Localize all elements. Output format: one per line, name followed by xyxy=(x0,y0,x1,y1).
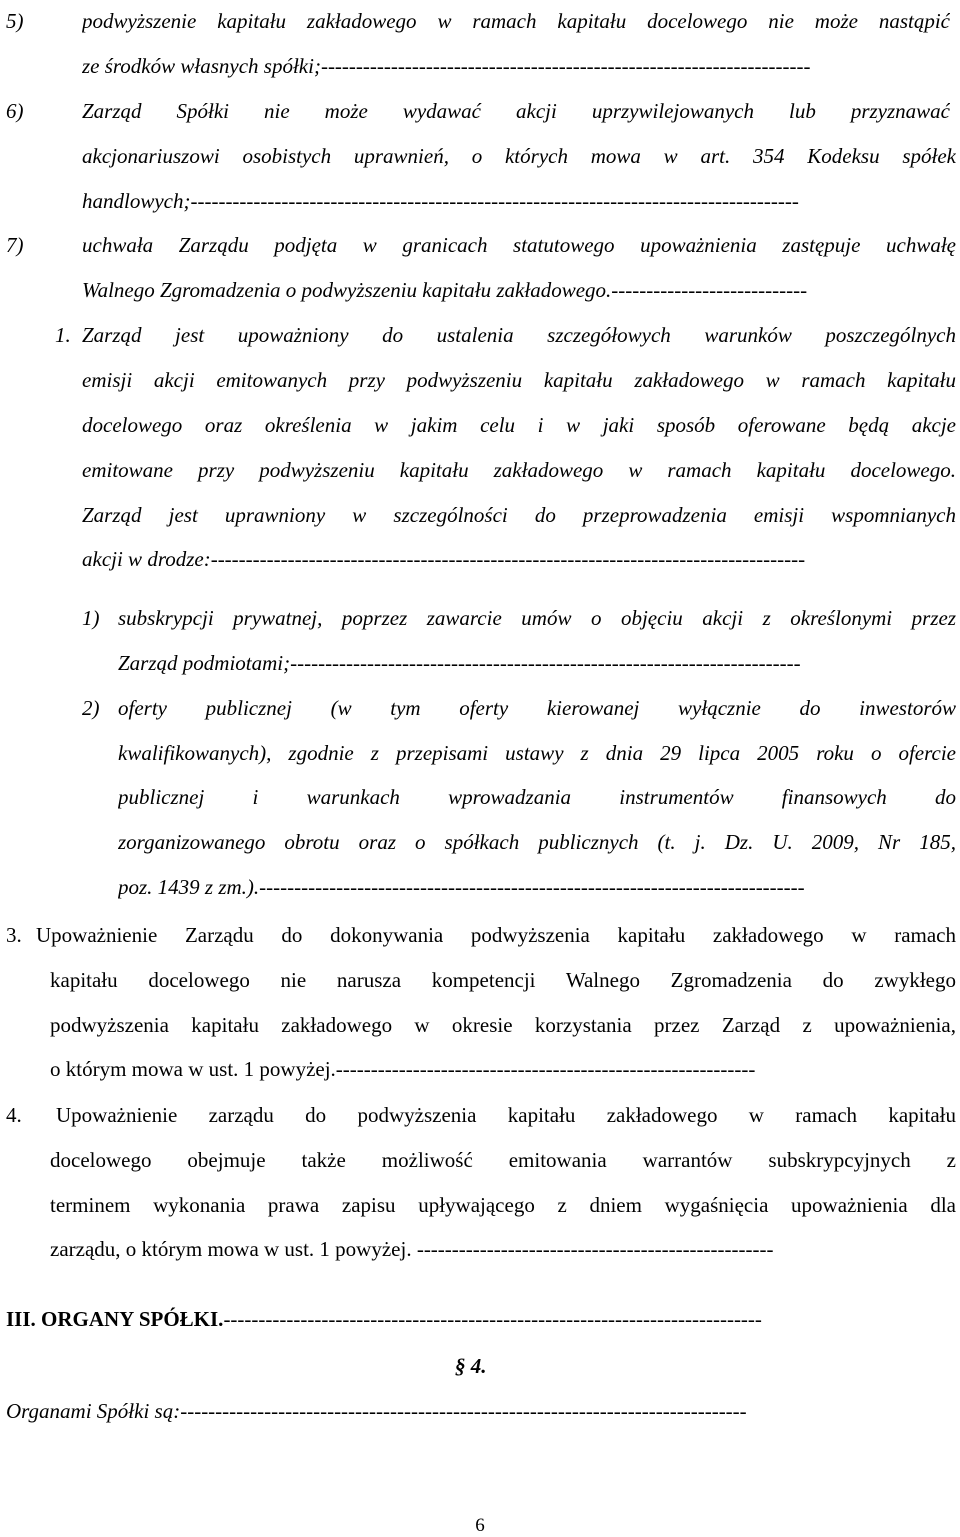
page-number: 6 xyxy=(475,1515,485,1536)
list-marker: 1. xyxy=(55,323,71,347)
list-marker: 7) xyxy=(6,233,24,257)
section-heading-dashes: ----------------------------------------------------------------------------- xyxy=(223,1307,762,1331)
organs-line: Organami Spółki są:--------------------------------------------------------------------------------- xyxy=(6,1399,747,1423)
text-line: uchwała Zarządu podjęta w granicach statutowego upoważnienia zastępuje uchwałę xyxy=(82,233,956,257)
text-line: kapitału docelowego nie narusza kompetencji Walnego Zgromadzenia do zwykłego xyxy=(50,968,956,992)
text-line: Zarząd jest upoważniony do ustalenia szczegółowych warunków poszczególnych xyxy=(82,323,956,347)
text-line: terminem wykonania prawa zapisu upływającego z dniem wygaśnięcia upoważnienia dla xyxy=(50,1193,956,1217)
text-line: Zarząd jest uprawniony w szczególności do przeprowadzenia emisji wspomnianych xyxy=(82,503,956,527)
text-line: Upoważnienie Zarządu do dokonywania podwyższenia kapitału zakładowego w ramach xyxy=(36,923,956,947)
text-line: zarządu, o którym mowa w ust. 1 powyżej. --------------------------------------------------- xyxy=(50,1237,774,1261)
text-line: handlowych;--------------------------------------------------------------------------------------- xyxy=(82,189,799,213)
text-line: docelowego oraz określenia w jakim celu i w jaki sposób oferowane będą akcje xyxy=(82,413,956,437)
text-line: oferty publicznej (w tym oferty kierowanej wyłącznie do inwestorów xyxy=(118,696,956,720)
list-marker: 4. xyxy=(6,1103,22,1127)
text-line: kwalifikowanych), zgodnie z przepisami ustawy z dnia 29 lipca 2005 roku o ofercie xyxy=(118,741,956,765)
text-line: emisji akcji emitowanych przy podwyższeniu kapitału zakładowego w ramach kapitału xyxy=(82,368,956,392)
text-line: akcjonariuszowi osobistych uprawnień, o których mowa w art. 354 Kodeksu spółek xyxy=(82,144,956,168)
text-line: Zarząd podmiotami;------------------------------------------------------------------------- xyxy=(118,651,801,675)
section-heading-text: III. ORGANY SPÓŁKI. xyxy=(6,1307,224,1331)
paragraph-mark: § 4. xyxy=(455,1354,487,1378)
text-line: subskrypcji prywatnej, poprzez zawarcie umów o objęciu akcji z określonymi przez xyxy=(118,606,956,630)
text-line: zorganizowanego obrotu oraz o spółkach publicznych (t. j. Dz. U. 2009, Nr 185, xyxy=(118,830,956,854)
text-line: Upoważnienie zarządu do podwyższenia kapitału zakładowego w ramach kapitału xyxy=(56,1103,956,1127)
text-line: Walnego Zgromadzenia o podwyższeniu kapitału zakładowego.---------------------------- xyxy=(82,278,808,302)
list-marker: 6) xyxy=(6,99,24,123)
list-marker: 3. xyxy=(6,923,22,947)
text-line: poz. 1439 z zm.).------------------------------------------------------------------------------ xyxy=(118,875,805,899)
list-marker: 5) xyxy=(6,9,24,33)
text-line: ze środków własnych spółki;---------------------------------------------------------------------- xyxy=(82,54,811,78)
text-line: emitowane przy podwyższeniu kapitału zakładowego w ramach kapitału docelowego. xyxy=(82,458,956,482)
text-line: Zarząd Spółki nie może wydawać akcji uprzywilejowanych lub przyznawać xyxy=(82,99,950,123)
list-marker: 2) xyxy=(82,696,100,720)
text-line: podwyższenia kapitału zakładowego w okresie korzystania przez Zarząd z upoważnienia, xyxy=(50,1013,956,1037)
text-line: docelowego obejmuje także możliwość emitowania warrantów subskrypcyjnych z xyxy=(50,1148,956,1172)
text-line: podwyższenie kapitału zakładowego w ramach kapitału docelowego nie może nastąpić xyxy=(82,9,950,33)
text-line: o którym mowa w ust. 1 powyżej.------------------------------------------------------------ xyxy=(50,1057,756,1081)
section-heading xyxy=(6,1306,946,1334)
list-marker: 1) xyxy=(82,606,100,630)
text-line: akcji w drodze:------------------------------------------------------------------------------------- xyxy=(82,547,806,571)
text-line: publicznej i warunkach wprowadzania instrumentów finansowych do xyxy=(118,785,956,809)
